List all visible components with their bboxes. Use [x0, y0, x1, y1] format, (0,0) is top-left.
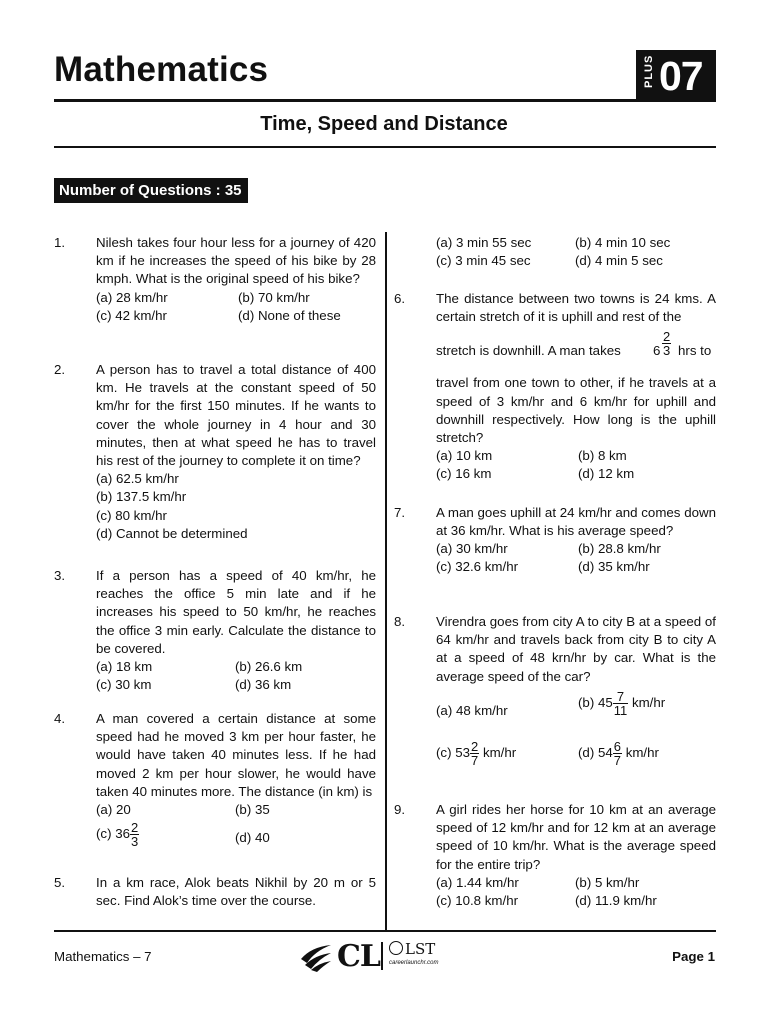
option-a: (a) 62.5 km/hr — [96, 471, 179, 487]
option-d-whole: (d) 54 — [578, 744, 613, 760]
question-text: A man covered a certain distance at some speed had he moved 3 km per hour faster, he would have taken 40 minutes less. If he had moved 2 km per hour slower, he would have taken 40 minutes more. The distance (in km) is — [96, 711, 376, 799]
number-of-questions-badge: Number of Questions : 35 — [54, 178, 248, 203]
option-d-unit: km/hr — [625, 744, 659, 760]
fraction — [662, 330, 671, 357]
header-rule — [54, 99, 716, 102]
option-d: (d) 36 km — [235, 677, 292, 693]
lst-circle-icon — [389, 941, 403, 955]
question-number: 4. — [54, 711, 66, 726]
option-b — [578, 690, 665, 717]
fraction-denominator: 7 — [613, 752, 621, 768]
option-d: (d) 35 km/hr — [578, 559, 650, 575]
fraction-numerator: 6 — [613, 738, 621, 754]
option-a: (a) 48 km/hr — [436, 702, 508, 718]
option-c: (c) 3 min 45 sec — [436, 253, 531, 268]
chapter-title: Time, Speed and Distance — [260, 113, 508, 135]
fraction-numerator: 2 — [131, 820, 139, 836]
option-d: (d) None of these — [238, 307, 341, 323]
option-a: (a) 3 min 55 sec — [436, 235, 532, 250]
option-a: (a) 30 km/hr — [436, 541, 508, 557]
option-c: (c) 10.8 km/hr — [436, 892, 519, 908]
fraction-numerator: 2 — [471, 738, 479, 754]
option-d: (d) 12 km — [578, 466, 635, 482]
fraction-numerator: 2 — [663, 329, 671, 345]
option-b: (b) 26.6 km — [235, 659, 303, 675]
option-d: (d) 11.9 km/hr — [575, 892, 657, 908]
option-c: (c) 80 km/hr — [96, 507, 167, 523]
option-b: (b) 4 min 10 sec — [575, 235, 671, 250]
option-b: (b) 5 km/hr — [575, 874, 640, 890]
option-c-whole: (c) 36 — [96, 826, 130, 842]
option-a: (a) 18 km — [96, 659, 153, 675]
option-a: (a) 28 km/hr — [96, 289, 168, 305]
question-text: If a person has a speed of 40 km/hr, he reaches the office 5 min late and if he increases his speed to 50 km/hr, he reaches the office 3 min early. Calculate the distance to be covered. — [96, 568, 376, 656]
fraction — [613, 690, 629, 717]
question-text-part-2b: hrs to — [678, 343, 712, 359]
question-text: A man goes uphill at 24 km/hr and comes down at 36 km/hr. What is his average speed? — [436, 505, 716, 539]
fraction-denominator: 11 — [613, 702, 628, 718]
fraction-numerator: 7 — [613, 690, 629, 704]
fraction-denominator: 7 — [471, 752, 479, 768]
option-b: (b) 70 km/hr — [238, 289, 310, 305]
question-number: 7. — [394, 505, 406, 520]
fraction-denominator: 3 — [663, 343, 671, 359]
option-d: (d) 4 min 5 sec — [575, 253, 663, 268]
option-b: (b) 137.5 km/hr — [96, 489, 187, 505]
swirl-icon — [297, 939, 335, 973]
question-text: A girl rides her horse for 10 km at an average speed of 12 km/hr and for 12 km at an average speed of 10 km/hr. What is the average speed for the entire trip? — [436, 802, 716, 872]
option-b-whole: (b) 45 — [578, 694, 613, 710]
question-number: 5. — [54, 875, 66, 890]
logo-subtext: careerlaunchr.com — [389, 960, 439, 966]
option-c — [96, 821, 139, 848]
option-d — [578, 740, 659, 767]
question-number: 8. — [394, 614, 406, 629]
page-number: Page 1 — [672, 949, 715, 964]
subject-title: Mathematics — [54, 50, 269, 89]
question-text: A person has to travel a total distance of 400 km. He travels at the constant speed of 50 km/hr for the first 150 minutes. If he wants to cover the whole journey in 4 hour and 30 minutes, then at what speed he has to travel his rest of the journey to complete it on time? — [96, 362, 376, 469]
question-text: Virendra goes from city A to city B at a speed of 64 km/hr and travels back from city B to city A at a speed of 48 krn/hr by car. What is the average speed of the car? — [436, 614, 716, 684]
option-a: (a) 1.44 km/hr — [436, 874, 519, 890]
question-number: 6. — [394, 291, 406, 306]
question-text-part-2a: stretch is downhill. A man takes — [436, 343, 621, 359]
question-number: 2. — [54, 362, 66, 377]
logo-lst-text — [389, 940, 435, 958]
option-c: (c) 16 km — [436, 466, 492, 482]
plus-number: 07 — [659, 53, 703, 99]
question-number: 1. — [54, 235, 66, 250]
title-rule — [54, 146, 716, 148]
option-b-unit: km/hr — [631, 694, 666, 710]
option-c — [436, 740, 516, 767]
option-c-whole: (c) 53 — [436, 744, 470, 760]
option-c: (c) 32.6 km/hr — [436, 559, 519, 575]
plus-badge — [636, 50, 716, 100]
mixed-number-whole: 6 — [653, 343, 661, 359]
option-c: (c) 30 km — [96, 677, 152, 693]
footer-subject: Mathematics – 7 — [54, 949, 152, 964]
logo-divider — [381, 942, 383, 970]
option-d: (d) 40 — [235, 830, 270, 846]
fraction — [130, 821, 139, 848]
option-b: (b) 8 km — [578, 448, 627, 464]
question-text: Nilesh takes four hour less for a journey of 420 km if he increases the speed of his bike by 28 kmph. What is the original speed of his bike? — [96, 235, 376, 287]
fraction — [470, 740, 479, 767]
option-b: (b) 28.8 km/hr — [578, 541, 661, 557]
question-text: In a km race, Alok beats Nikhil by 20 m or 5 sec. Find Alok’s time over the course. — [96, 875, 376, 909]
option-c: (c) 42 km/hr — [96, 307, 167, 323]
question-text-part-3: travel from one town to other, if he travels at a speed of 3 km/hr and 6 km/hr for uphill and downhill respectively. How long is the uphill stretch? — [436, 375, 716, 446]
question-text-part-1: The distance between two towns is 24 kms. A certain stretch of it is uphill and rest of the — [436, 291, 716, 325]
option-a: (a) 10 km — [436, 448, 493, 464]
question-number: 9. — [394, 802, 406, 817]
question-text-part-2 — [436, 326, 716, 374]
fraction — [613, 740, 622, 767]
plus-label: PLUS — [643, 54, 655, 88]
column-divider — [385, 232, 387, 932]
option-b: (b) 35 — [235, 802, 270, 818]
question-5-options — [436, 234, 716, 271]
publisher-logo — [297, 939, 447, 973]
fraction-denominator: 3 — [131, 834, 139, 850]
option-c-unit: km/hr — [482, 744, 517, 760]
option-d: (d) Cannot be determined — [96, 525, 248, 541]
question-number: 3. — [54, 568, 66, 583]
footer-rule — [54, 930, 716, 932]
logo-cl-text: CL — [337, 939, 380, 974]
logo-lst-label: LST — [405, 940, 436, 958]
option-a: (a) 20 — [96, 802, 131, 818]
